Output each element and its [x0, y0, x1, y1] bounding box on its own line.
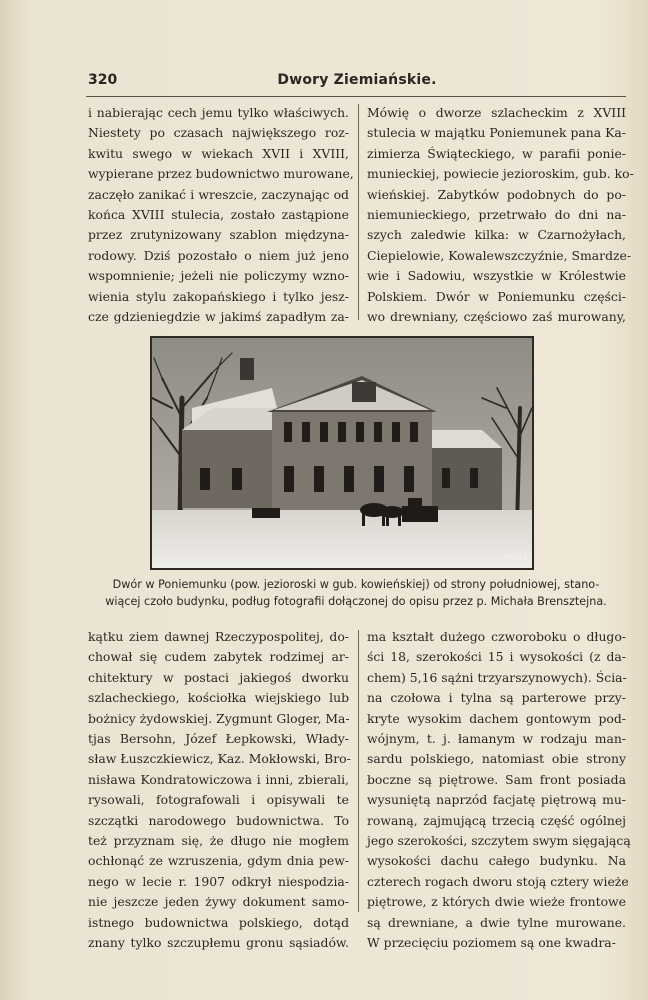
- text-line: chem) 5,16 sążni trzyarszynowych). Ścia-: [367, 669, 627, 685]
- text-line: czterech rogach dworu stoją cztery wieże: [367, 873, 629, 889]
- text-column-bottom-left: [88, 627, 349, 954]
- text-line: wienia stylu zakopańskiego i tylko jesz-: [88, 288, 349, 304]
- text-line: znany tylko szczupłemu gronu sąsiadów.: [88, 935, 349, 951]
- text-line: wie i Sadowiu, wszystkie w Królestwie: [367, 268, 626, 284]
- text-line: ma kształt dużego czworoboku o długo-: [367, 629, 626, 644]
- text-line: munieckiej, powiecie jezioroskim, gub. ko-: [367, 166, 634, 182]
- text-line: nisława Kondratowiczowa i inni, zbierali,: [88, 771, 349, 787]
- text-line: zaczęło zanikać i wreszcie, zaczynając od: [88, 186, 349, 202]
- column-divider-bottom: [358, 630, 359, 912]
- text-line: wysokości dachu całego budynku. Na: [367, 853, 626, 869]
- header-rule: [86, 96, 626, 97]
- text-line: niemunieckiego, przetrwało do dni na-: [367, 207, 626, 223]
- text-line: szczątki narodowego budownictwa. To: [88, 812, 349, 828]
- text-line: sław Łuszczkiewicz, Kaz. Mokłowski, Bro-: [88, 751, 351, 767]
- text-line: wysuniętą naprzód facjatę piętrową mu-: [367, 792, 626, 808]
- text-line: tjas Bersohn, Józef Łepkowski, Włady-: [88, 731, 349, 747]
- text-column-top-right: [367, 103, 634, 327]
- text-line: stulecia w majątku Poniemunek pana Ka-: [367, 125, 626, 141]
- text-line: są drewniane, a dwie tylne murowane.: [367, 914, 626, 930]
- text-line: zimierza Świąteckiego, w parafii ponie-: [367, 145, 626, 161]
- manor-photograph: [150, 336, 534, 570]
- text-line: jego szerokości, szczytem swym sięgającą: [367, 833, 631, 849]
- text-line: wypierane przez budownictwo murowane,: [88, 166, 354, 182]
- running-title: Dwory Ziemiańskie.: [277, 72, 437, 88]
- text-line: chitektury w postaci jakiegoś dworku: [88, 669, 349, 685]
- text-line: wieńskiej. Zabytków podobnych do po-: [367, 186, 626, 202]
- text-line: nego w lecie r. 1907 odkrył niespodzia-: [88, 873, 349, 889]
- text-line: ochłonąć ze wzruszenia, gdym dnia pew-: [88, 853, 349, 869]
- manor-house-illustration: [152, 338, 532, 568]
- text-line: sardu polskiego, natomiast obie strony: [367, 751, 626, 767]
- text-line: piętrowe, z których dwie wieże frontowe: [367, 894, 626, 910]
- text-line: chował się cudem zabytek rodzimej ar-: [88, 649, 349, 665]
- text-line: W przecięciu poziomem są one kwadra-: [367, 935, 616, 951]
- caption-line: Dwór w Poniemunku (pow. jezioroski w gub. kowieńskiej) od strony południowej, stano-: [112, 578, 600, 591]
- text-line: na czołowa i tylna są parterowe przy-: [367, 690, 626, 706]
- text-line: istnego budownictwa polskiego, dotąd: [88, 914, 349, 930]
- photo-signature: M.N.F.: [504, 553, 531, 562]
- text-line: szych zaledwie kilka: w Czarnożyłach,: [367, 227, 626, 243]
- text-line: rowaną, zajmującą trzecią część ogólnej: [367, 812, 626, 828]
- text-line: Mówię o dworze szlacheckim z XVIII: [367, 105, 626, 120]
- text-line: i nabierając cech jemu tylko właściwych.: [88, 105, 349, 120]
- text-line: wo drewniany, częściowo zaś murowany,: [367, 309, 626, 325]
- text-line: ści 18, szerokości 15 i wysokości (z da-: [367, 649, 626, 665]
- text-line: wójnym, t. j. łamanym w rodzaju man-: [367, 731, 626, 747]
- text-line: końca XVIII stulecia, zostało zastąpione: [88, 207, 349, 223]
- text-line: Ciepielowie, Kowalewszczyźnie, Smardze-: [367, 247, 632, 263]
- text-line: Polskiem. Dwór w Poniemunku części-: [367, 288, 626, 304]
- text-line: wspomnienie; jeżeli nie policzymy wzno-: [88, 268, 349, 284]
- text-column-top-left: [88, 103, 354, 327]
- text-column-bottom-right: [367, 627, 631, 954]
- text-line: przez zrutynizowany szablon międzyna-: [88, 227, 349, 243]
- text-line: nie jeszcze jeden żywy dokument samo-: [88, 894, 349, 910]
- text-line: cze gdzieniegdzie w jakimś zapadłym za-: [88, 309, 349, 325]
- text-line: rysowali, fotografowali i opisywali te: [88, 792, 349, 808]
- text-line: kątku ziem dawnej Rzeczypospolitej, do-: [88, 629, 349, 644]
- text-line: kwitu swego w wiekach XVII i XVIII,: [88, 145, 349, 161]
- page-header: [88, 72, 626, 96]
- text-line: kryte wysokim dachem gontowym pod-: [367, 710, 626, 726]
- text-line: boczne są piętrowe. Sam front posiada: [367, 771, 626, 787]
- text-line: też przyznam się, że długo nie mogłem: [88, 833, 349, 849]
- text-line: szlacheckiego, kościołka wiejskiego lub: [88, 690, 349, 706]
- text-line: rodowy. Dziś pozostało o niem już jeno: [88, 247, 349, 263]
- text-line: Niestety po czasach największego roz-: [88, 125, 349, 141]
- column-divider-top: [358, 104, 359, 320]
- text-line: bożnicy żydowskiej. Zygmunt Gloger, Ma-: [88, 710, 350, 726]
- figure-caption: [82, 576, 630, 610]
- caption-line: wiącej czoło budynku, podług fotografii dołączonej do opisu przez p. Michała Brensztejna.: [105, 595, 607, 608]
- page-number: 320: [88, 72, 118, 88]
